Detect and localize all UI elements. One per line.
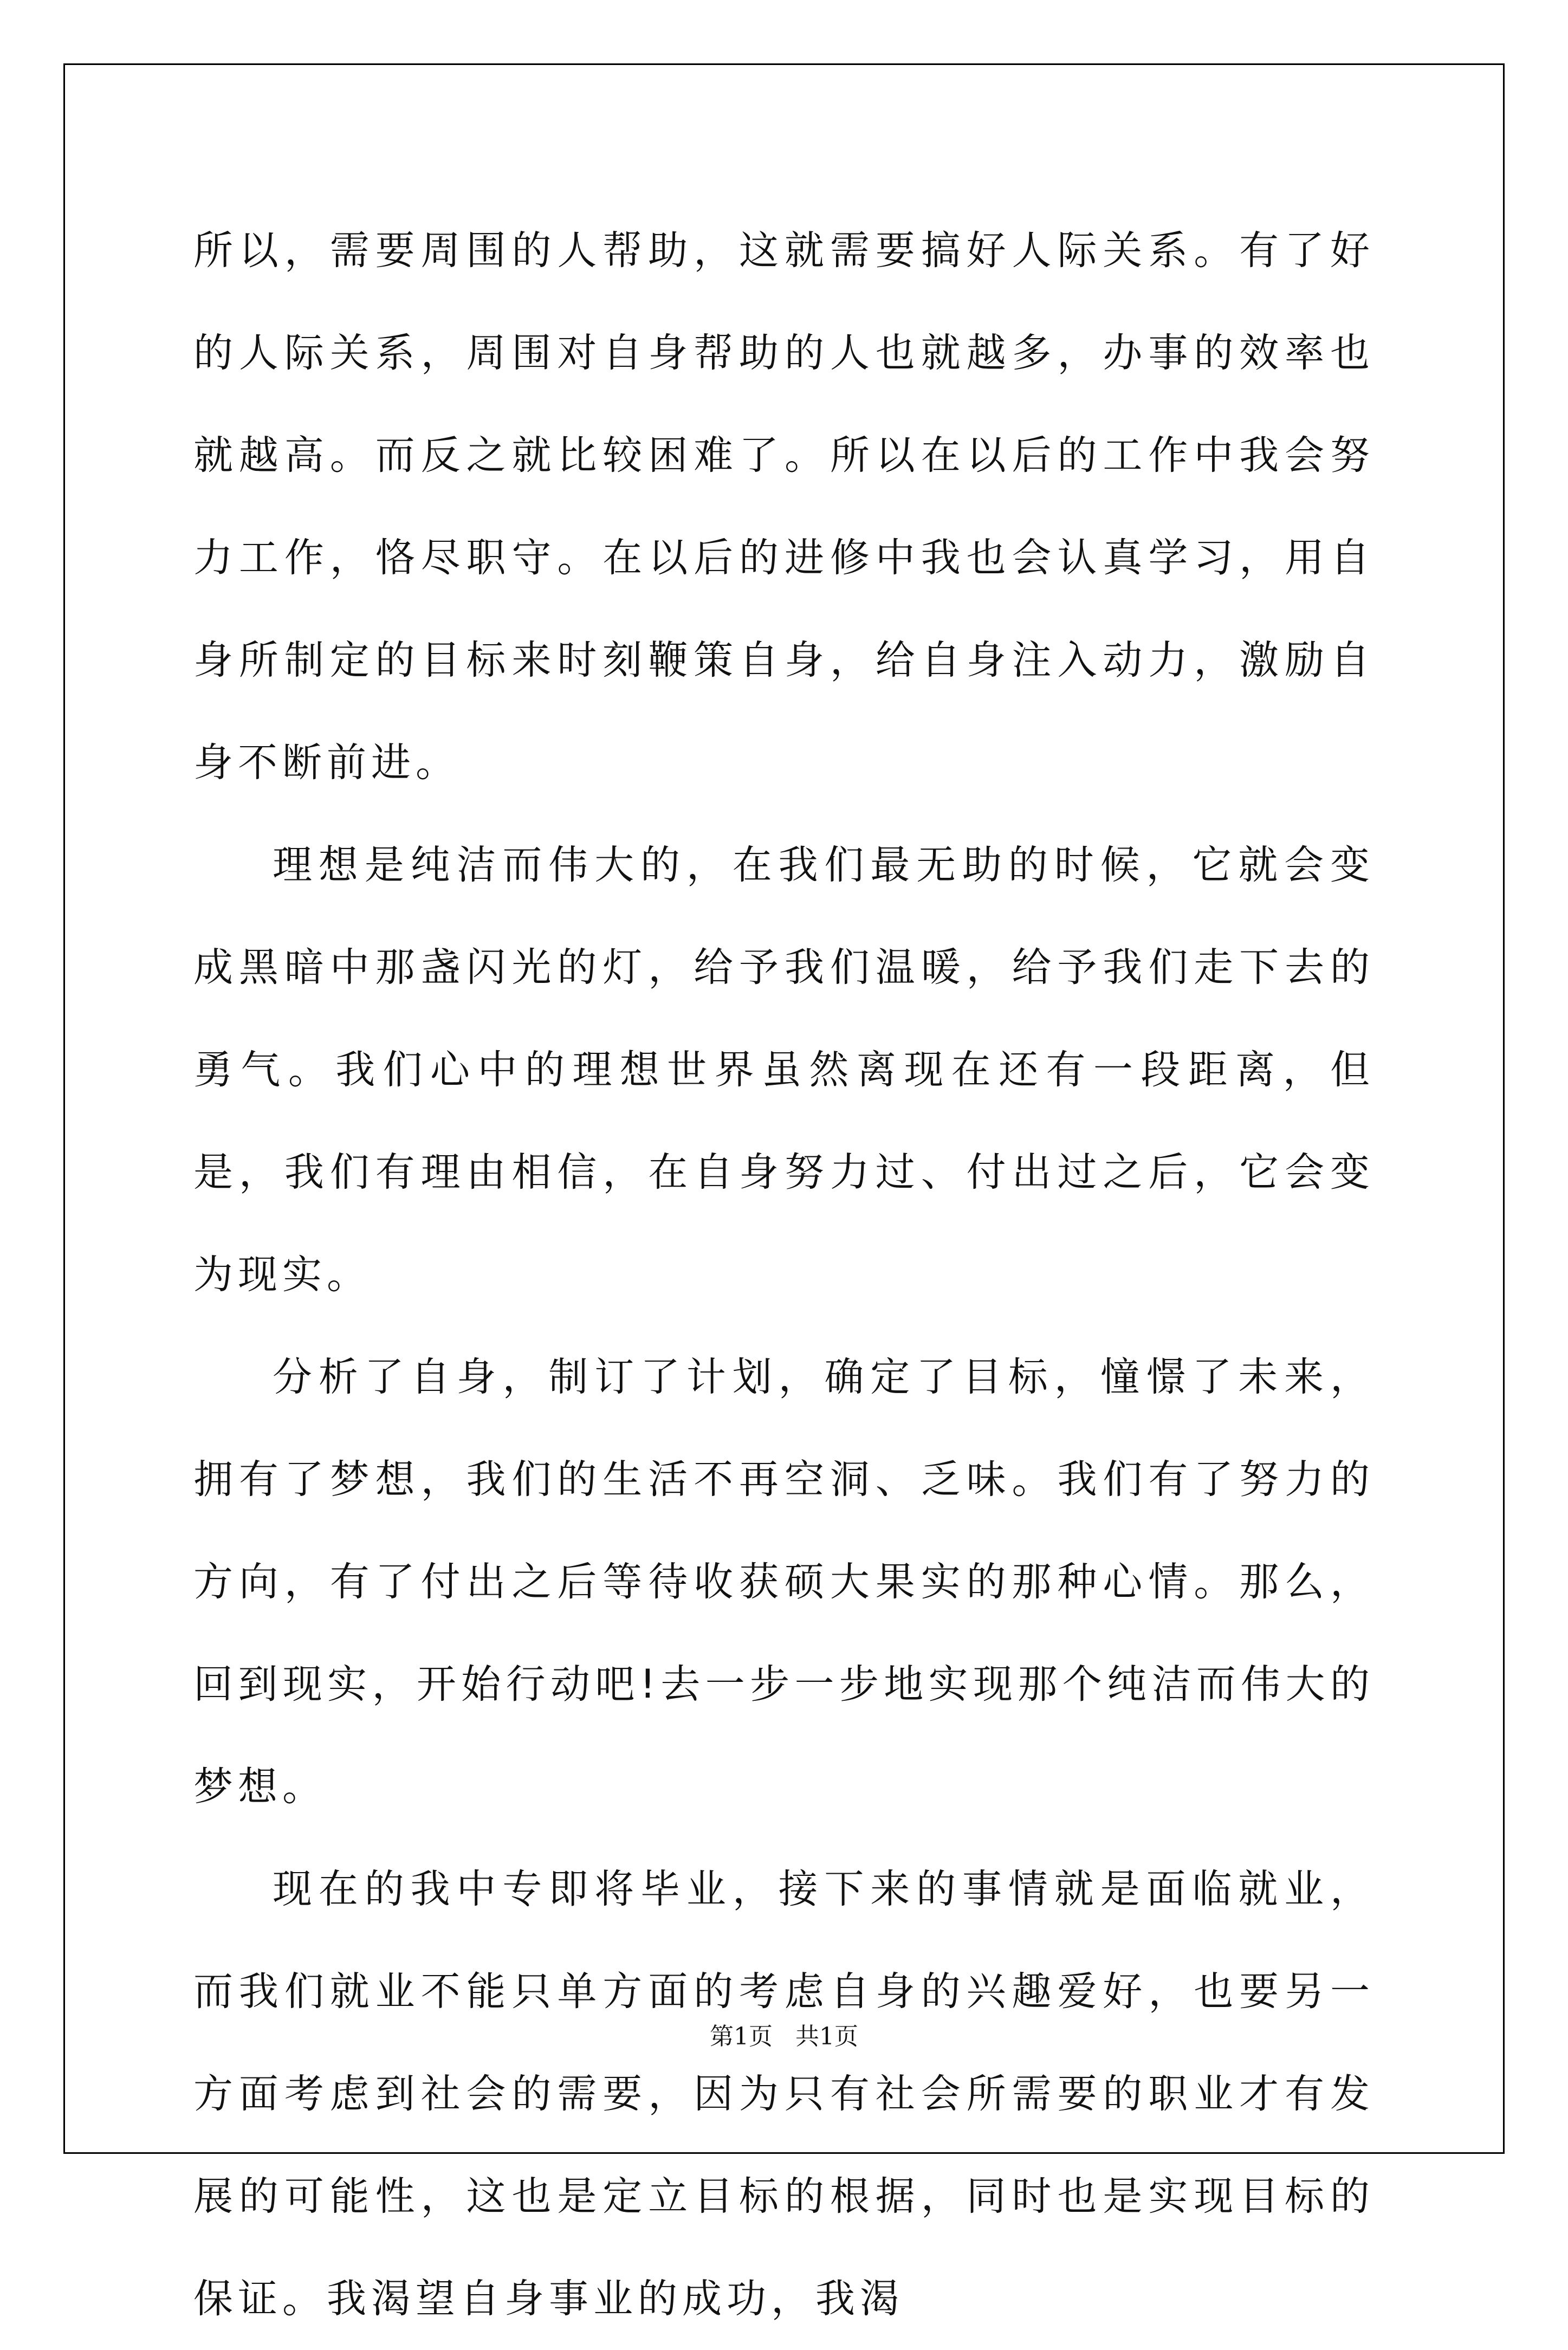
page-footer bbox=[0, 2017, 1568, 2051]
paragraph-employment: 现在的我中专即将毕业，接下来的事情就是面临就业，而我们就业不能只单方面的考虑自身的兴趣爱好，也要另一方面考虑到社会的需要，因为只有社会所需要的职业才有发展的可能性，这也是定立目标的根据，同时也是实现目标的保证。我渴望自身事业的成功，我渴 bbox=[193, 1866, 1375, 2322]
page-total: 共1页 bbox=[795, 2023, 858, 2050]
page-number: 第1页 bbox=[710, 2023, 773, 2050]
paragraph-ideal: 理想是纯洁而伟大的，在我们最无助的时候，它就会变成黑暗中那盏闪光的灯，给予我们温暖，给予我们走下去的勇气。我们心中的理想世界虽然离现在还有一段距离，但是，我们有理由相信，在自身努力过、付出过之后，它会变为现实。 bbox=[193, 842, 1375, 1298]
paragraph-dream: 分析了自身，制订了计划，确定了目标，憧憬了未来，拥有了梦想，我们的生活不再空洞、乏味。我们有了努力的方向，有了付出之后等待收获硕大果实的那种心情。那么，回到现实，开始行动吧!去一步一步地实现那个纯洁而伟大的梦想。 bbox=[193, 1354, 1375, 1810]
paragraph-continuation: 所以，需要周围的人帮助，这就需要搞好人际关系。有了好的人际关系，周围对自身帮助的人也就越多，办事的效率也就越高。而反之就比较困难了。所以在以后的工作中我会努力工作，恪尽职守。在以后的进修中我也会认真学习，用自身所制定的目标来时刻鞭策自身，给自身注入动力，激励自身不断前进。 bbox=[193, 228, 1375, 786]
